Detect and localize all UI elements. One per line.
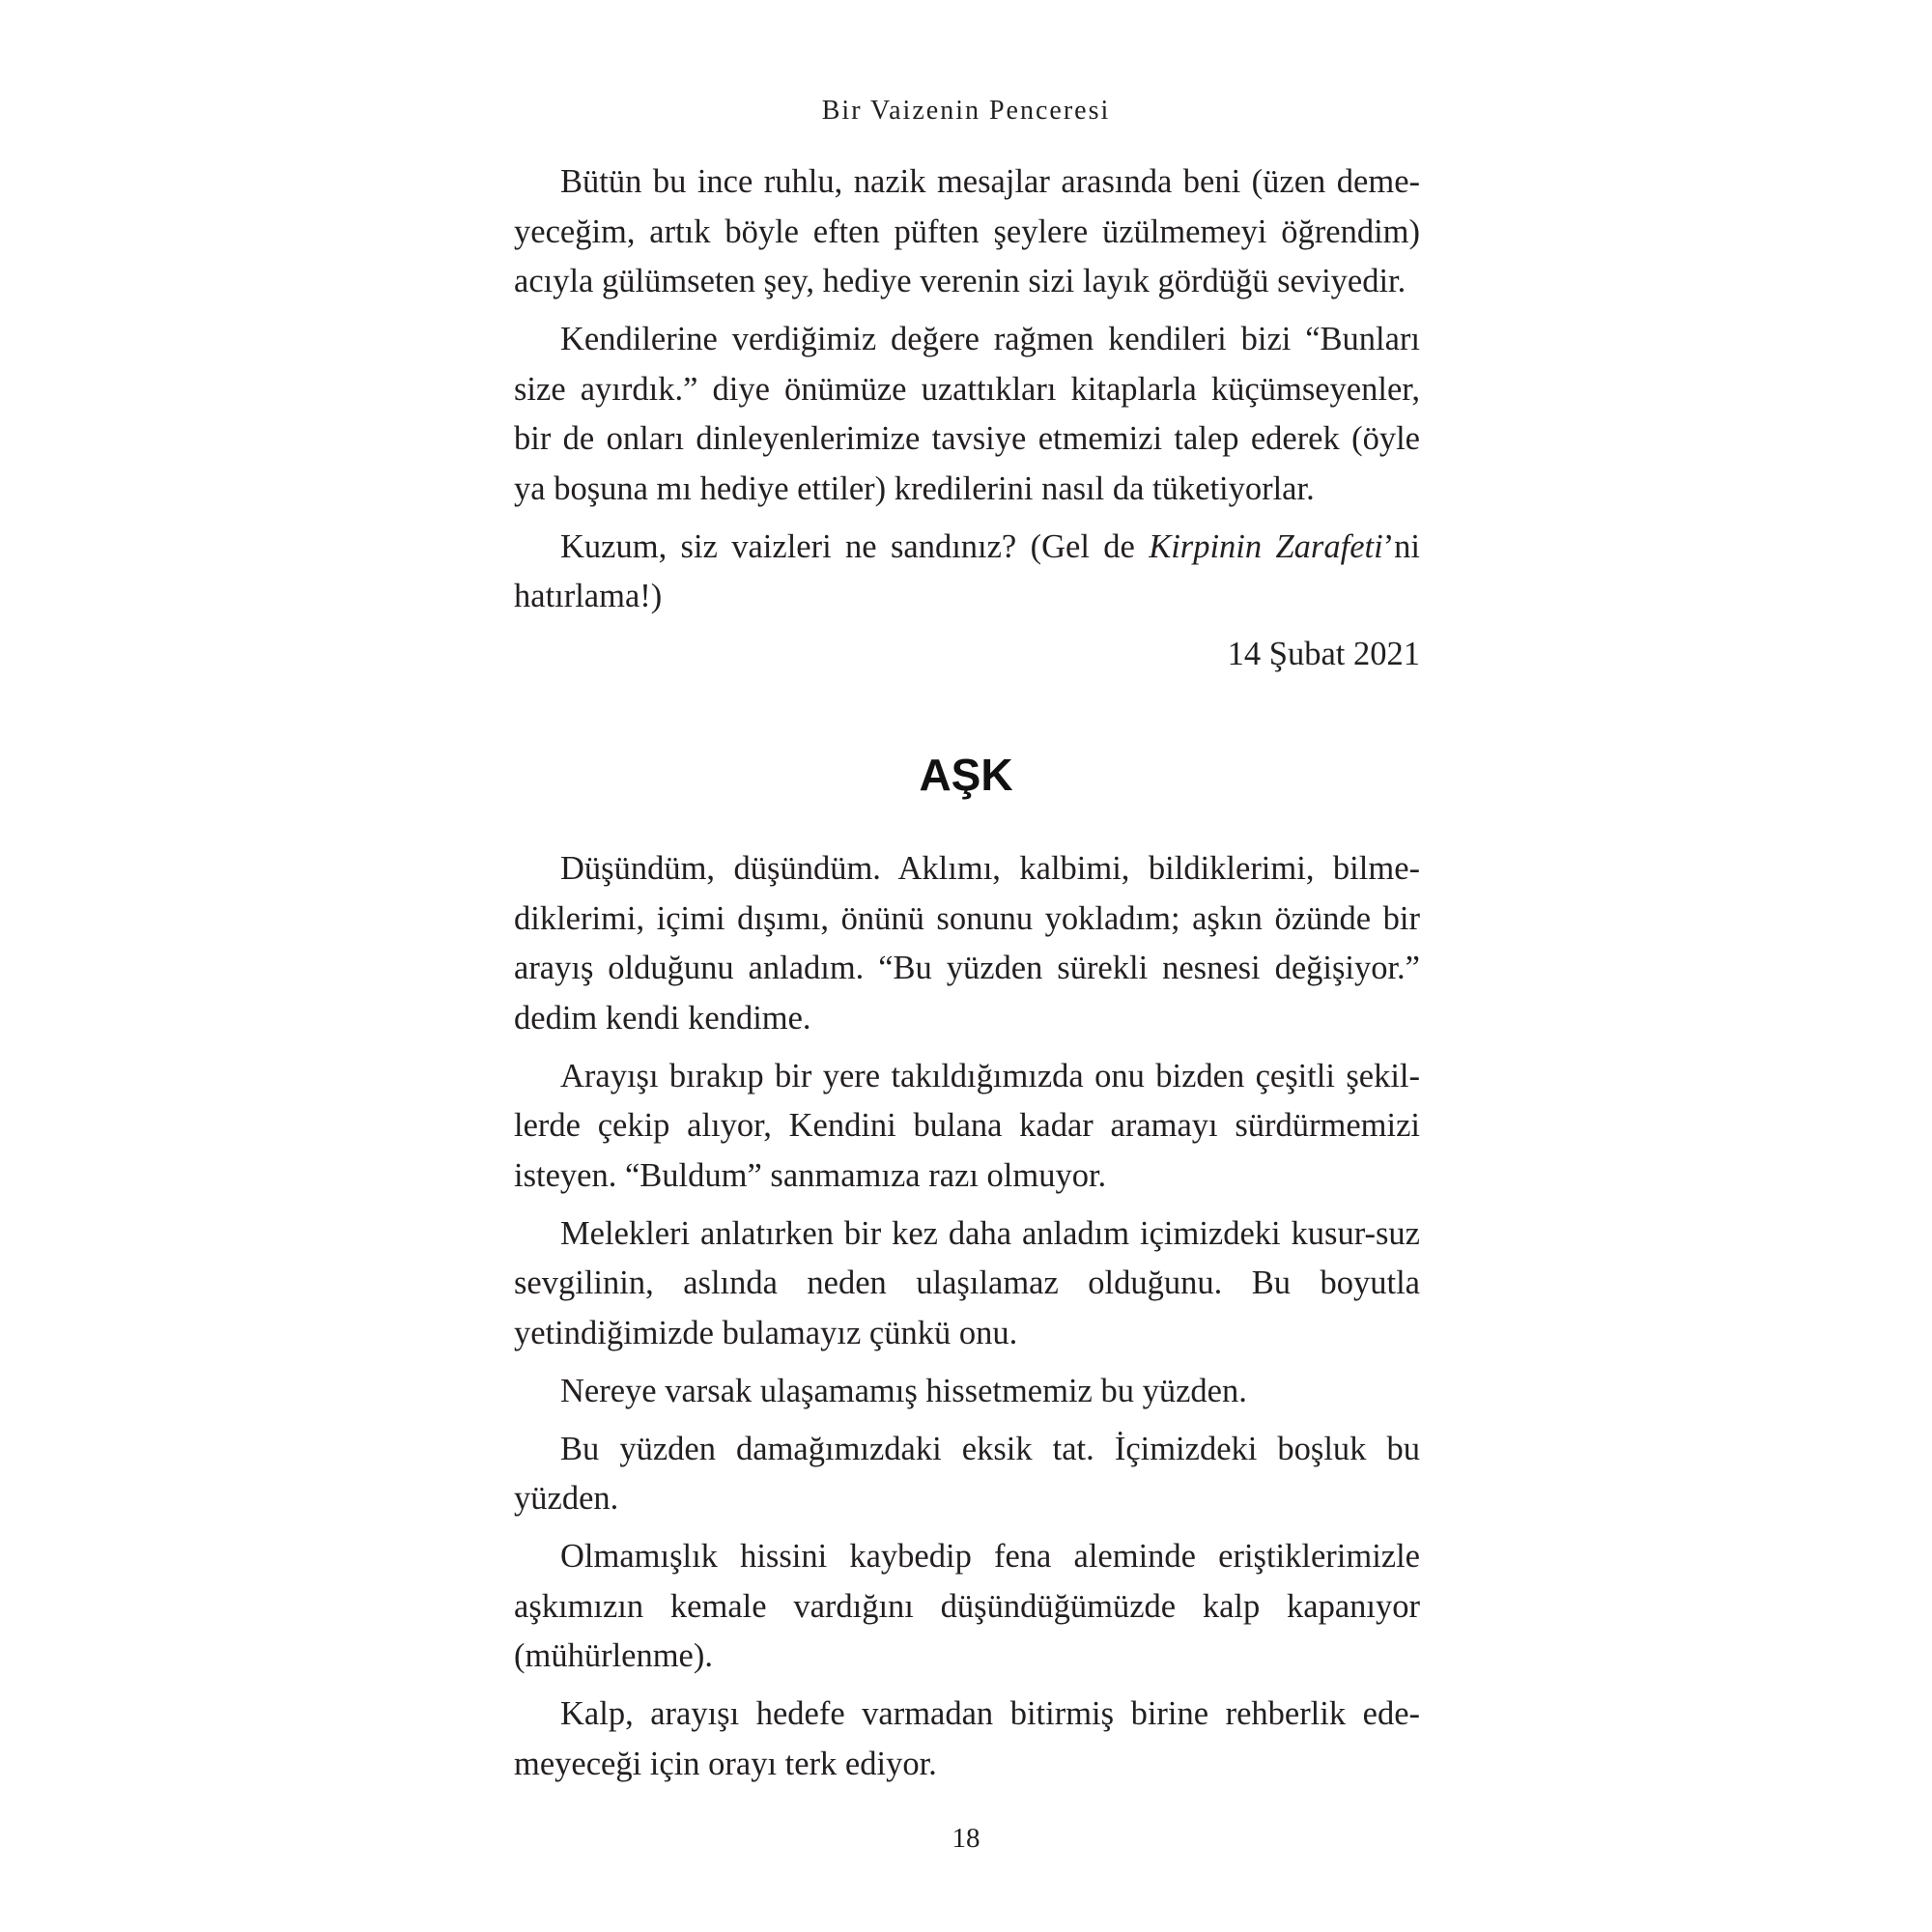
book-title-italic: Kirpinin Zarafeti (1149, 527, 1383, 565)
paragraph-text: Kuzum, siz vaizleri ne sandınız? (Gel de (560, 527, 1150, 565)
paragraph: Olmamışlık hissini kaybedip fena aleminde eriştiklerimizle aşkımızın kemale vardığını düşündüğümüzde kalp kapanıyor (mühürlenme). (514, 1538, 1420, 1674)
paragraph (514, 523, 1420, 622)
paragraph-text: ’ni hatırlama!) (514, 527, 1421, 614)
paragraph: Melekleri anlatırken bir kez daha anladım içimizdeki kusur-suz sevgilinin, aslında neden ulaşılamaz olduğunu. Bu boyutla yetindiğimizde bulamayız çünkü onu. (514, 1214, 1420, 1351)
page-number: 18 (952, 1823, 980, 1854)
previous-chapter-ending (514, 157, 1420, 688)
paragraph: Bütün bu ince ruhlu, nazik mesajlar arasında beni (üzen deme-yeceğim, artık böyle eften püften şeylere üzülmemeyi öğrendim) acıyla gülümseten şey, hediye verenin sizi layık gördüğü seviyedir. (514, 163, 1420, 299)
paragraph: Nereye varsak ulaşamamış hissetmemiz bu yüzden. (560, 1372, 1247, 1409)
entry-date: 14 Şubat 2021 (1227, 636, 1420, 672)
running-head: Bir Vaizenin Penceresi (821, 96, 1111, 126)
chapter-body (514, 844, 1420, 1798)
paragraph: Kalp, arayışı hedefe varmadan bitirmiş birine rehberlik ede-meyeceği için orayı terk ediyor. (514, 1695, 1420, 1782)
paragraph: Düşündüm, düşündüm. Aklımı, kalbimi, bildiklerimi, bilme-diklerimi, içimi dışımı, önünü sonunu yokladım; aşkın özünde bir arayış olduğunu anladım. “Bu yüzden sürekli nesnesi değişiyor.” dedim kendi kendime. (514, 850, 1420, 1037)
paragraph: Kendilerine verdiğimiz değere rağmen kendileri bizi “Bunları size ayırdık.” diye önümüze uzattıkları kitaplarla küçümseyenler, bir de onları dinleyenlerimize tavsiye etmemizi talep ederek (öyle ya boşuna mı hediye ettiler) kredilerini nasıl da tüketiyorlar. (514, 321, 1420, 507)
paragraph: Arayışı bırakıp bir yere takıldığımızda onu bizden çeşitli şekil-lerde çekip alıyor, Kendini bulana kadar aramayı sürdürmemizi isteyen. “Buldum” sanmamıza razı olmuyor. (514, 1057, 1420, 1194)
paragraph: Bu yüzden damağımızdaki eksik tat. İçimizdeki boşluk bu yüzden. (514, 1430, 1420, 1517)
chapter-title: AŞK (919, 750, 1013, 800)
